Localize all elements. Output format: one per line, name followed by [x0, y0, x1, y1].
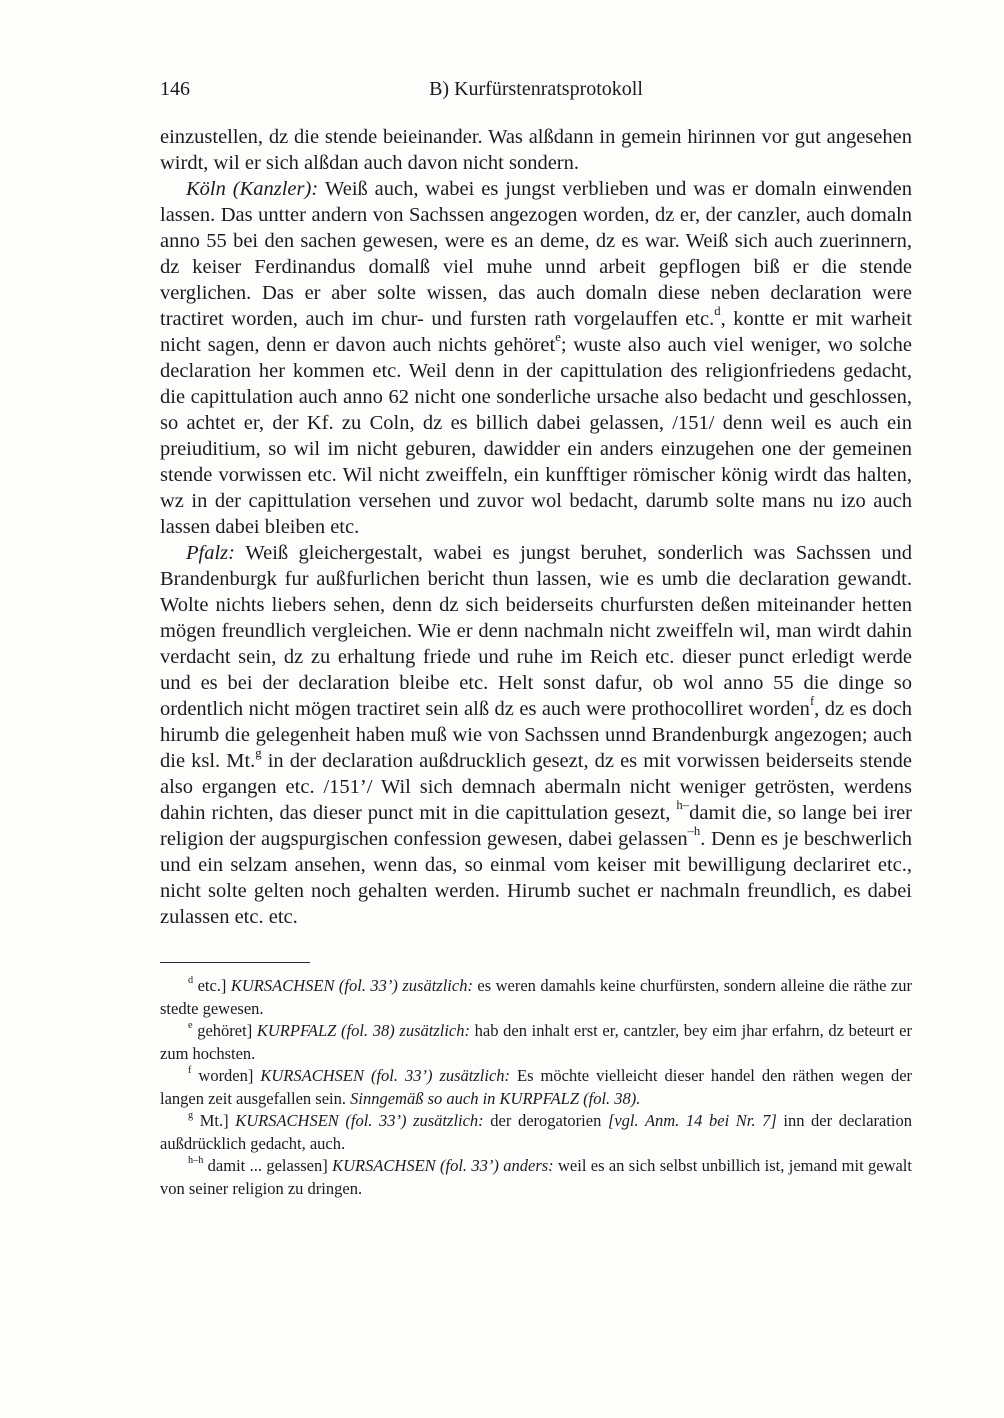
footnote	[160, 975, 912, 1020]
footnote-marker: e	[555, 330, 561, 345]
footnote-marker: g	[255, 746, 262, 761]
footnote-marker: f	[809, 694, 815, 709]
footnote-marker: h–	[676, 798, 690, 813]
text-run: es weren damahls keine churfürsten, sondern alleine die räthe zur stedte gewesen.	[160, 976, 912, 1018]
text-run: hab den inhalt erst er, cantzler, bey eim jhar erfahrn, dz beteurt er zum hochsten.	[160, 1021, 912, 1063]
text-run: in der declaration außdrucklich gesezt, dz es mit vorwissen beiderseits stende also ergangen etc. /151’/ Wil sich demnach abermaln nicht weniger getrösten, werdens dahin richten, das dieser punct mit in die capittulation gesezt,	[160, 750, 912, 824]
paragraph	[160, 176, 912, 540]
paragraph	[160, 540, 912, 930]
text-run: Sinngemäß so auch in KURPFALZ (fol. 38).	[350, 1088, 641, 1108]
text-run: inn der declaration außdrücklich gedacht, auch.	[160, 1111, 913, 1153]
text-run: , kontte er mit warheit nicht sagen, denn er davon auch nichts gehöret	[160, 308, 912, 356]
text-run: der derogatorien	[483, 1111, 608, 1130]
text-run: einzustellen, dz die stende beieinander. Was alßdann in gemein hirinnen vor gut angesehen wirdt, wil er sich alßdan auch davon nicht sondern.	[160, 126, 912, 174]
footnote-marker: d	[714, 304, 721, 319]
footnote	[160, 1155, 912, 1200]
footnote-separator	[160, 962, 310, 963]
text-run: Weiß auch, wabei es jungst verblieben und was er domaln einwenden lassen. Das untter andern von Sachssen angezogen worden, dz er, der canzler, auch domaln anno 55 bei den sachen gewesen, were es an deme, dz es war. Weiß sich auch zuerinnern, dz keiser Ferdinandus domalß viel muhe unnd arbeit gepflogen biß er die stende verglichen. Das er aber solte wissen, das auch domaln diese neben declaration were tractiret worden, auch im chur- und fursten rath vorgelauffen etc.	[160, 178, 912, 330]
text-run: Mt.]	[193, 1111, 236, 1130]
page-number: 146	[160, 78, 190, 100]
text-run: weil es an sich selbst unbillich ist, jemand mit gewalt von seiner religion zu dringen.	[160, 1156, 912, 1198]
footnote-marker: g	[188, 1109, 194, 1121]
text-run: damit ... gelassen]	[203, 1156, 333, 1175]
footnote-marker: f	[188, 1064, 192, 1076]
text-run: worden]	[191, 1066, 261, 1085]
text-run: , dz es doch hirumb die gelegenheit haben muß wie von Sachssen unnd Brandenburgk angezogen; auch die ksl. Mt.	[160, 698, 912, 772]
footnotes-list	[160, 975, 912, 1200]
body-text	[160, 124, 912, 930]
text-run: ; wuste also auch viel weniger, wo solche declaration her kommen etc. Weil denn in der capittulation des religionfriedens gedacht, die capittulation auch anno 62 nicht one sonderliche ursache also bedacht und geschlossen, so achtet er, der Kf. zu Coln, dz es billich dabei gelassen, /151/ denn weil es auch ein preiuditium, so wil im nicht geburen, dawidder ein anders einzugehen one der gemeinen stende vorwissen etc. Wil nicht zweiffeln, ein kunfftiger römischer könig wirdt das halten, wz in der capittulation versehen und zuvor wol bedacht, darumb solte mans nu izo auch lassen dabei bleiben etc.	[160, 334, 912, 538]
text-run: [vgl. Anm. 14 bei Nr. 7]	[607, 1111, 777, 1130]
text-run: etc.]	[193, 976, 231, 995]
footnote-marker: d	[188, 974, 194, 986]
text-run: Köln (Kanzler):	[186, 178, 326, 200]
running-header-title: B) Kurfürstenratsprotokoll	[429, 78, 643, 100]
text-run: Weiß gleichergestalt, wabei es jungst beruhet, sonderlich was Sachssen und Brandenburgk fur außfurlichen bericht thun lassen, wie es umb die declaration gewandt. Wolte nichts liebers sehen, denn dz sich beiderseits churfursten deßen miteinander hetten mögen freundlich vergleichen. Wie er denn nachmaln nicht zweiffeln wil, man wirdt dahin verdacht sein, dz zu erhaltung friede und ruhe im Reich etc. dieser punct erledigt werde und es bei der declaration bleibe etc. Helt sonst dafur, ob wol anno 55 die dinge so ordentlich nicht mögen tractiret sein alß dz es auch were prothocolliret worden	[160, 542, 913, 720]
text-run: KURSACHSEN (fol. 33’) zusätzlich:	[235, 1111, 484, 1130]
footnote	[160, 1110, 912, 1155]
footnote-marker: e	[188, 1019, 193, 1031]
text-run: KURPFALZ (fol. 38) zusätzlich:	[256, 1021, 470, 1040]
footnote-marker: –h	[687, 824, 701, 839]
text-run: Es möchte vielleicht dieser handel den räthen wegen der langen zeit ausgefallen sein.	[160, 1066, 913, 1108]
text-run: Pfalz:	[186, 542, 246, 564]
text-block	[160, 78, 912, 1200]
text-run: gehöret]	[192, 1021, 257, 1040]
footnote-marker: h–h	[188, 1154, 204, 1166]
text-run: KURSACHSEN (fol. 33’) anders:	[332, 1156, 554, 1175]
running-head	[160, 78, 912, 106]
paragraph	[160, 124, 912, 176]
text-run: damit die, so lange bei irer religion der augspurgischen confession gewesen, dabei gelassen	[160, 802, 913, 850]
footnote	[160, 1020, 912, 1065]
text-run: KURSACHSEN (fol. 33’) zusätzlich:	[230, 976, 473, 995]
text-run: KURSACHSEN (fol. 33’) zusätzlich:	[260, 1066, 511, 1085]
text-run: . Denn es je beschwerlich und ein selzam ansehen, wenn das, so einmal vom keiser mit bewilligung declariret etc., nicht solte gelten noch gehalten werden. Hirumb suchet er nachmaln freundlich, es dabei zulassen etc. etc.	[160, 828, 913, 928]
footnote	[160, 1065, 912, 1110]
